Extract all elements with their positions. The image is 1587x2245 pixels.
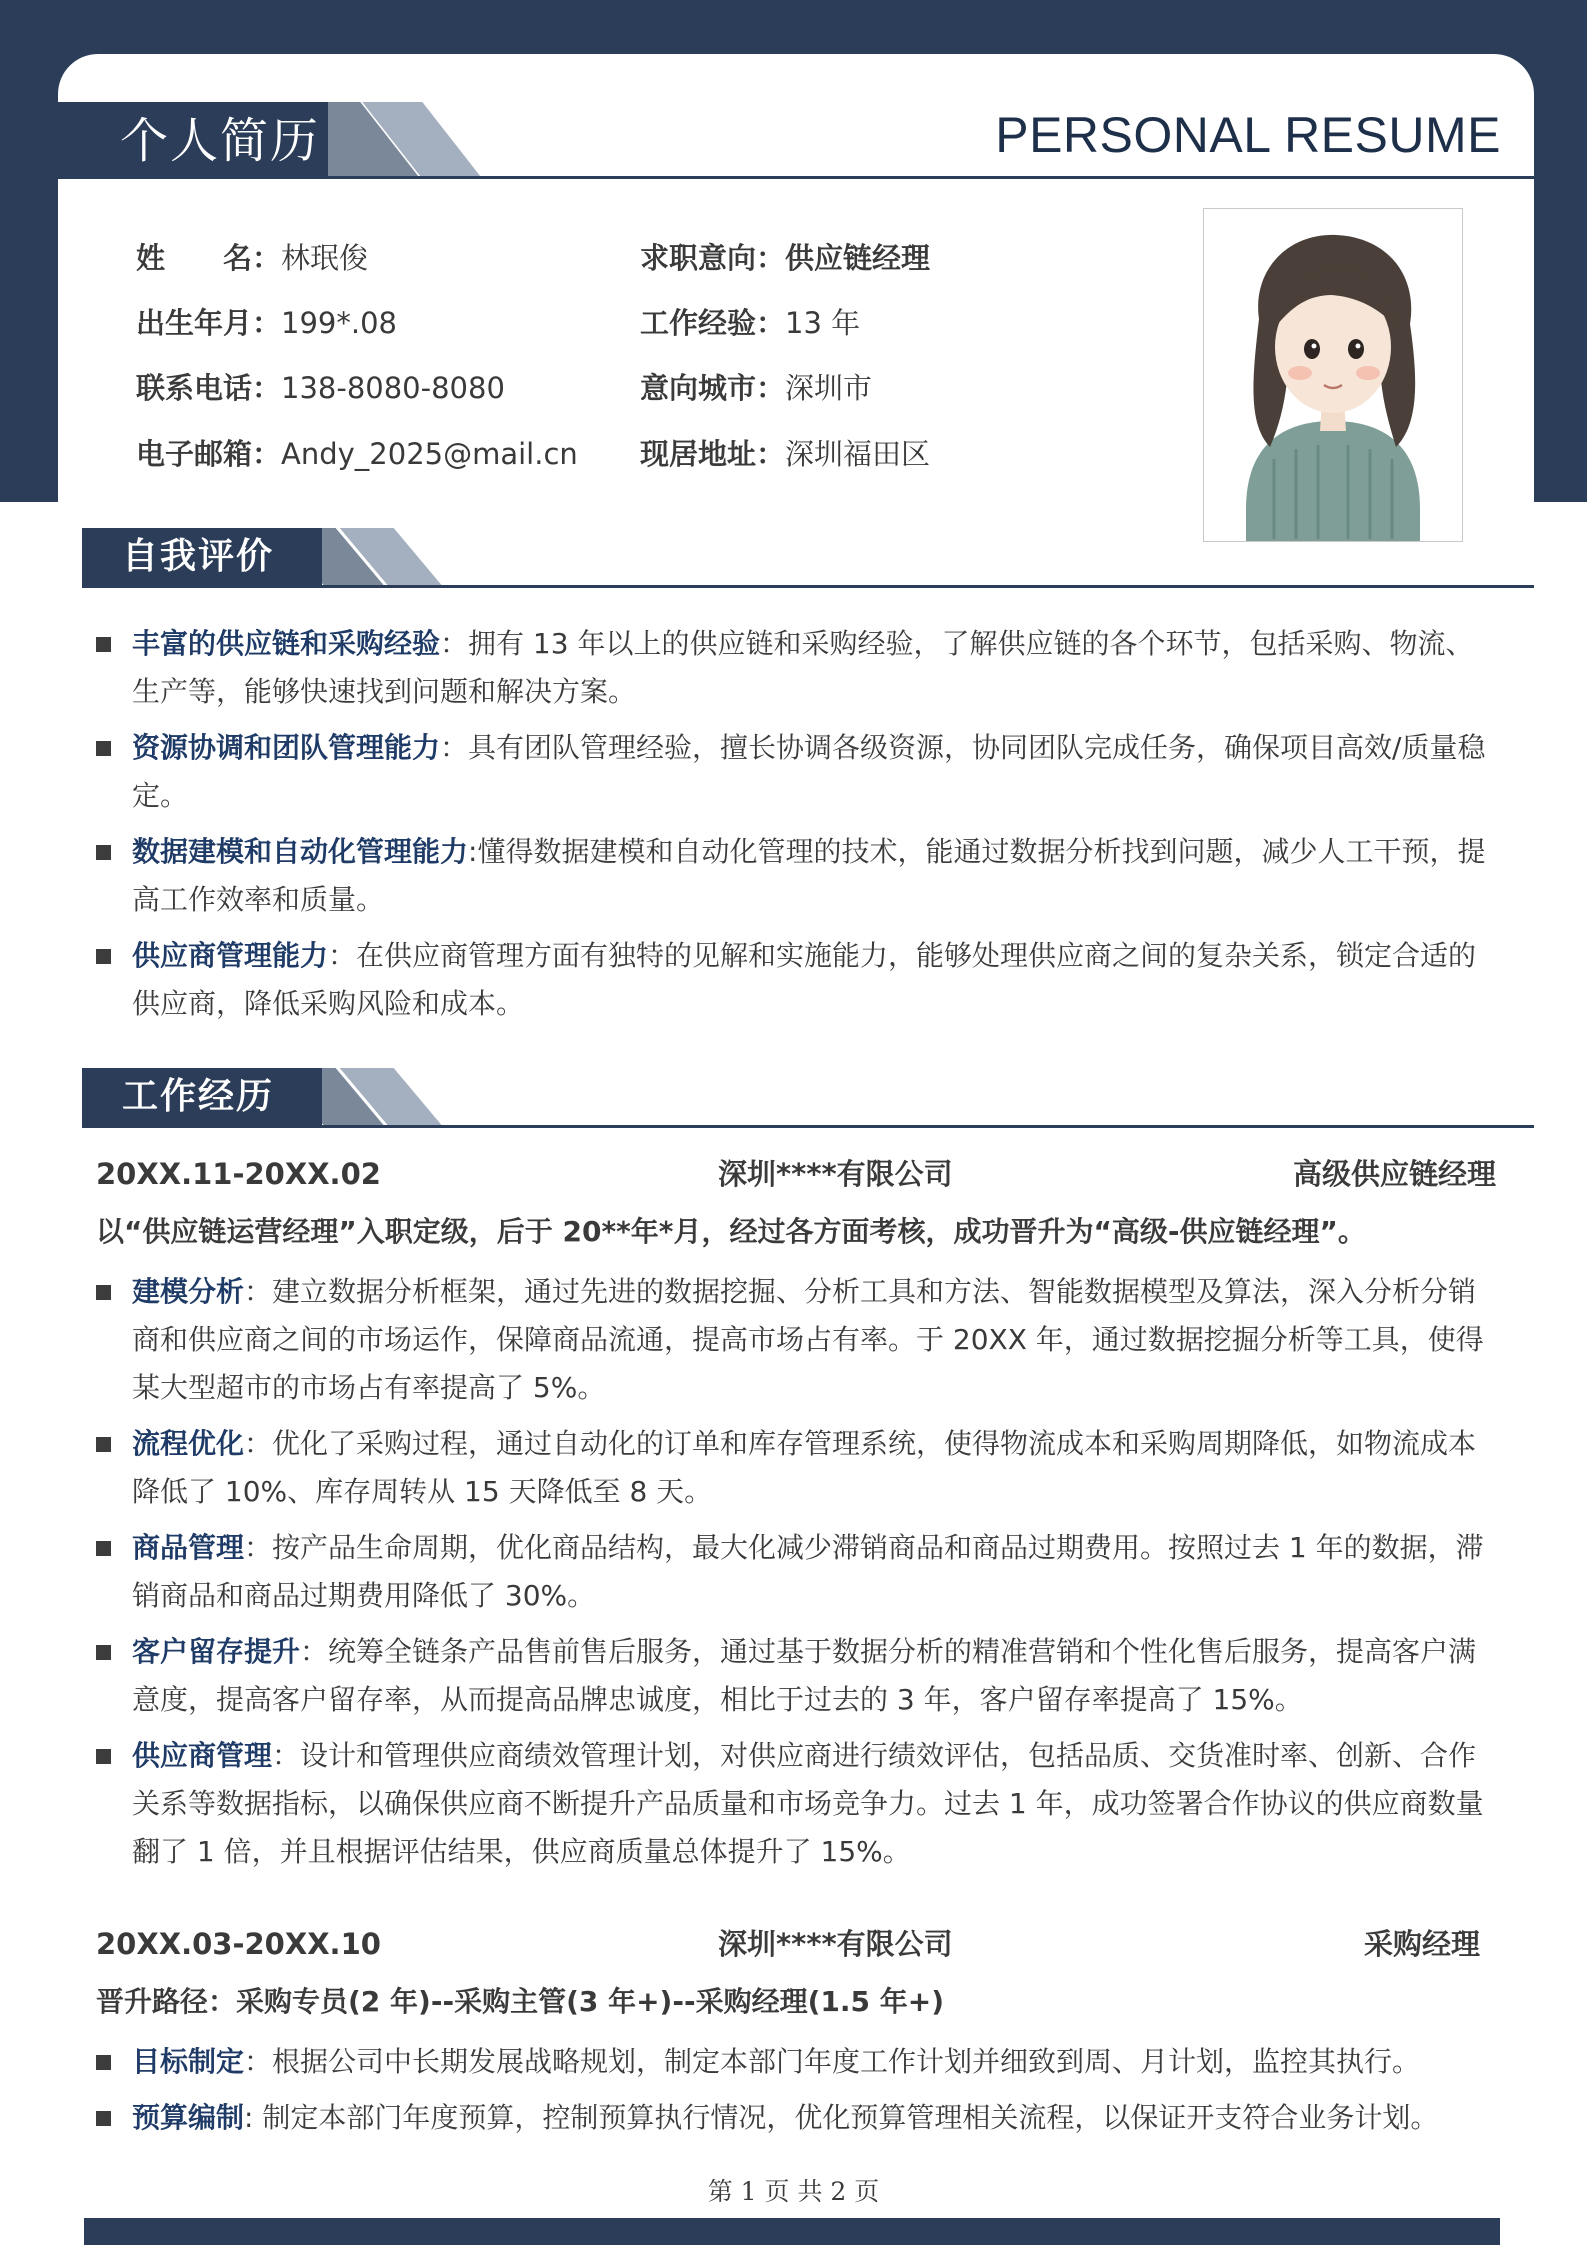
info-email: [136, 434, 578, 474]
job-period: 20XX.11-20XX.02: [96, 1157, 381, 1191]
item-lead: 资源协调和团队管理能力: [132, 731, 441, 764]
resume-title: 个人简历: [120, 113, 321, 169]
info-label: 工作经验：: [640, 306, 786, 340]
item-text: ：统筹全链条产品售前售后服务，通过基于数据分析的精准营销和个性化售后服务，提高客户满意度，提高客户留存率，从而提高品牌忠诚度，相比于过去的 3 年，客户留存率提高了 15%。: [132, 1635, 1477, 1716]
list-item: [96, 2094, 1500, 2142]
job-header: [96, 1152, 1496, 1196]
list-item: [96, 1732, 1500, 1876]
info-label: 联系电话：: [136, 371, 282, 405]
info-value: 林珉俊: [281, 241, 369, 275]
header-divider: [58, 176, 1534, 179]
item-text: ：拥有 13 年以上的供应链和采购经验，了解供应链的各个环节，包括采购、物流、生产等，能够快速找到问题和解决方案。: [132, 627, 1474, 708]
item-lead: 流程优化: [132, 1427, 245, 1460]
item-lead: 供应商管理能力: [132, 939, 329, 972]
info-value: Andy_2025@mail.cn: [281, 437, 578, 471]
item-lead: 客户留存提升: [132, 1635, 301, 1668]
info-value: 199*.08: [281, 306, 397, 340]
list-item: [96, 2038, 1500, 2086]
info-birth: [136, 303, 397, 343]
job-company: 深圳****有限公司: [718, 1927, 953, 1961]
info-label: 求职意向：: [640, 241, 786, 275]
self-evaluation-list: [96, 620, 1500, 1036]
page-footer: 第 1 页 共 2 页: [707, 2177, 880, 2206]
info-value: 138-8080-8080: [281, 371, 505, 405]
job-period: 20XX.03-20XX.10: [96, 1927, 381, 1961]
list-item: [96, 828, 1500, 924]
job-summary: 晋升路径：采购专员(2 年)--采购主管(3 年+)--采购经理(1.5 年+): [96, 1985, 945, 2018]
info-address: [640, 434, 930, 474]
item-text: ：在供应商管理方面有独特的见解和实施能力，能够处理供应商之间的复杂关系，锁定合适的供应商，降低采购风险和成本。: [132, 939, 1477, 1020]
list-item: [96, 724, 1500, 820]
job-role: 高级供应链经理: [1292, 1157, 1496, 1191]
section-title: 工作经历: [122, 1076, 275, 1117]
info-label: 电子邮箱：: [136, 437, 282, 471]
item-text: ：按产品生命周期，优化商品结构，最大化减少滞销商品和商品过期费用。按照过去 1 年的数据，滞销商品和商品过期费用降低了 30%。: [132, 1531, 1484, 1612]
item-lead: 预算编制: [132, 2101, 245, 2134]
list-item: [96, 1268, 1500, 1412]
bullet-square-icon: [96, 1749, 111, 1764]
bullet-square-icon: [96, 1645, 111, 1660]
info-label: 意向城市：: [640, 371, 786, 405]
bullet-square-icon: [96, 845, 111, 860]
bullet-square-icon: [96, 949, 111, 964]
info-city: [640, 368, 872, 408]
section-self-evaluation-header: [82, 528, 1534, 590]
item-lead: 建模分析: [132, 1275, 245, 1308]
info-intent: [640, 238, 930, 278]
info-phone: [136, 368, 505, 408]
job-duties-list: [96, 2038, 1500, 2150]
info-value: 深圳福田区: [785, 437, 931, 471]
bullet-square-icon: [96, 1285, 111, 1300]
section-title: 自我评价: [122, 536, 275, 577]
info-name: [136, 238, 368, 278]
profile-photo: [1203, 208, 1463, 542]
bullet-square-icon: [96, 2055, 111, 2070]
footer-bar: [84, 2218, 1500, 2245]
item-text: ：建立数据分析框架，通过先进的数据挖掘、分析工具和方法、智能数据模型及算法，深入分析分销商和供应商之间的市场运作，保障商品流通，提高市场占有率。于 20XX 年，通过数据挖掘分析等工具，使得某大型超市的市场占有率提高了 5%。: [132, 1275, 1484, 1404]
job-duties-list: [96, 1268, 1500, 1884]
list-item: [96, 1420, 1500, 1516]
bullet-square-icon: [96, 741, 111, 756]
info-experience: [640, 303, 860, 343]
item-lead: 商品管理: [132, 1531, 245, 1564]
item-lead: 供应商管理: [132, 1739, 273, 1772]
bullet-square-icon: [96, 637, 111, 652]
info-label: 现居地址：: [640, 437, 786, 471]
list-item: [96, 1628, 1500, 1724]
info-label: 姓 名：: [136, 241, 282, 275]
info-label: 出生年月：: [136, 306, 282, 340]
section-divider: [82, 1125, 1534, 1128]
bullet-square-icon: [96, 2111, 111, 2126]
job-company: 深圳****有限公司: [718, 1157, 953, 1191]
bullet-square-icon: [96, 1541, 111, 1556]
list-item: [96, 1524, 1500, 1620]
item-text: ：根据公司中长期发展战略规划，制定本部门年度工作计划并细致到周、月计划，监控其执行。: [244, 2045, 1421, 2078]
item-lead: 目标制定: [132, 2045, 245, 2078]
item-lead: 数据建模和自动化管理能力: [132, 835, 469, 868]
item-text: ：具有团队管理经验，擅长协调各级资源，协同团队完成任务，确保项目高效/质量稳定。: [132, 731, 1486, 812]
item-text: :懂得数据建模和自动化管理的技术，能通过数据分析找到问题，减少人工干预，提高工作效率和质量。: [132, 835, 1486, 916]
job-role: 采购经理: [1363, 1927, 1480, 1961]
info-value: 13 年: [785, 306, 861, 340]
item-text: : 制定本部门年度预算，控制预算执行情况，优化预算管理相关流程，以保证开支符合业务计划。: [244, 2101, 1439, 2134]
list-item: [96, 932, 1500, 1028]
list-item: [96, 620, 1500, 716]
avatar-illustration: [1204, 209, 1462, 541]
job-header: [96, 1922, 1480, 1966]
resume-title-english: PERSONAL RESUME: [995, 107, 1501, 163]
section-divider: [82, 585, 1534, 588]
info-value: 供应链经理: [785, 241, 931, 275]
section-work-experience-header: [82, 1068, 1534, 1130]
bullet-square-icon: [96, 1437, 111, 1452]
item-lead: 丰富的供应链和采购经验: [132, 627, 441, 660]
item-text: ：优化了采购过程，通过自动化的订单和库存管理系统，使得物流成本和采购周期降低，如物流成本降低了 10%、库存周转从 15 天降低至 8 天。: [132, 1427, 1477, 1508]
job-summary: 以“供应链运营经理”入职定级，后于 20**年*月，经过各方面考核，成功晋升为“高级-供应链经理”。: [96, 1215, 1366, 1248]
info-value: 深圳市: [785, 371, 873, 405]
item-text: ：设计和管理供应商绩效管理计划，对供应商进行绩效评估，包括品质、交货准时率、创新、合作关系等数据指标，以确保供应商不断提升产品质量和市场竞争力。过去 1 年，成功签署合作协议的供应商数量翻了 1 倍，并且根据评估结果，供应商质量总体提升了 15%。: [132, 1739, 1484, 1868]
